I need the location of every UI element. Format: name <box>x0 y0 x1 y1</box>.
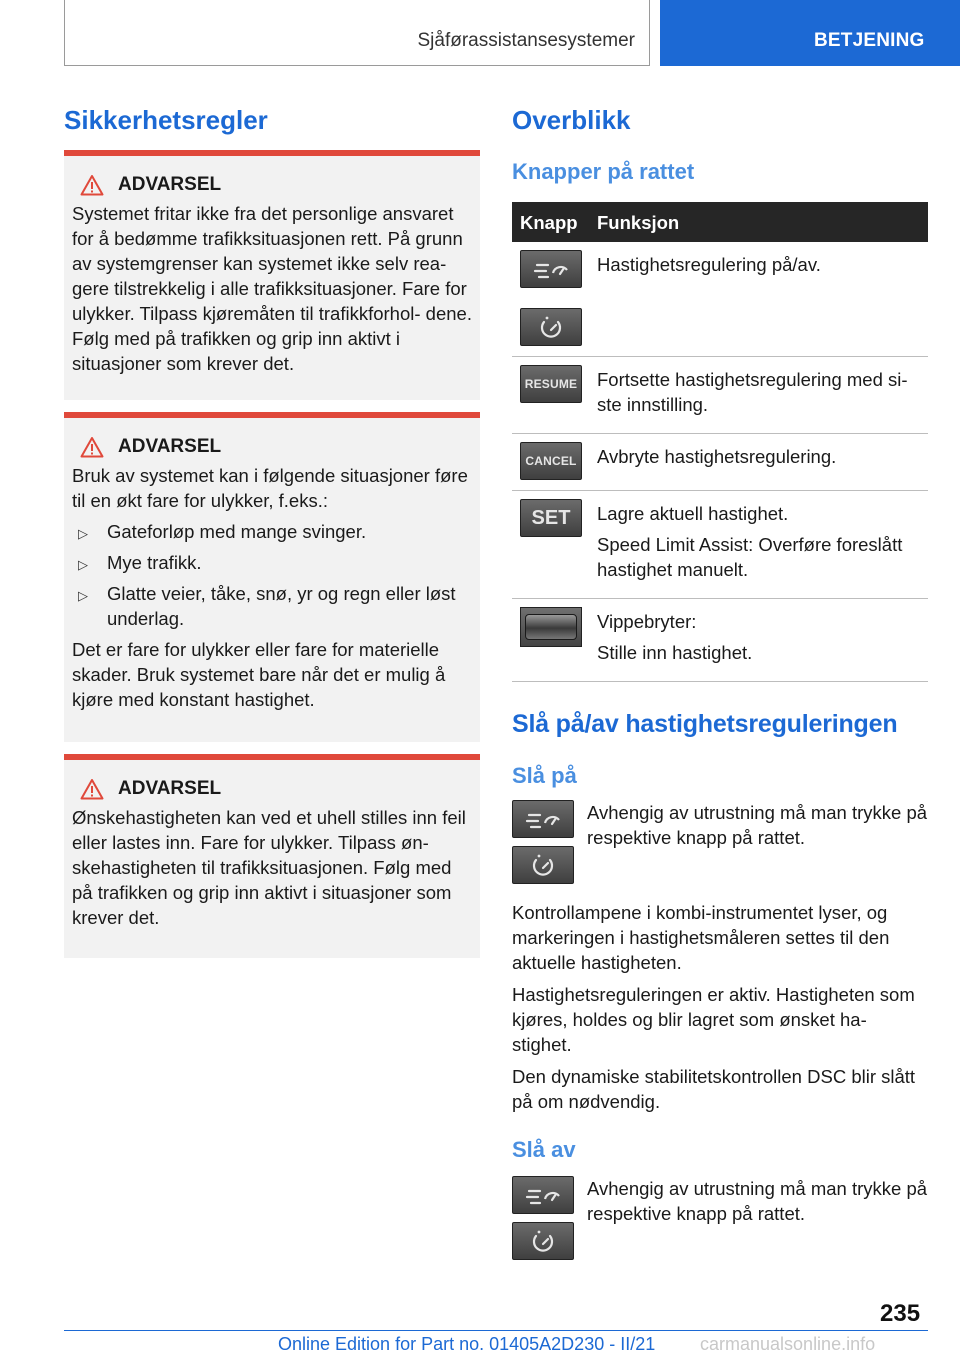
watermark: carmanualsonline.info <box>700 1334 876 1354</box>
table-row <box>512 434 928 491</box>
table-row <box>512 599 928 682</box>
triangle-bullet-icon: ▷ <box>78 588 88 603</box>
header-frame <box>64 0 650 66</box>
function-text: Hastighetsregulering på/av. <box>597 254 821 275</box>
triangle-bullet-icon: ▷ <box>78 557 88 572</box>
limiter-icon <box>528 1228 558 1254</box>
cruise-icon <box>531 257 571 281</box>
switch-on-instruction <box>512 800 928 884</box>
list-item <box>72 581 472 631</box>
body-paragraph: Kontrollampene i kombi-instrumentet lyser, og markeringen i hastighetsmåleren settes til den aktuelle hastigheten. <box>512 902 890 973</box>
steering-buttons-heading: Knapper på rattet <box>512 159 695 184</box>
limiter-icon <box>536 314 566 340</box>
switch-on-off-heading: Slå på/av hastighetsreguleringen <box>512 710 898 738</box>
button-cell <box>512 434 589 491</box>
function-text: Vippebryter: <box>597 611 697 632</box>
limiter-icon <box>528 852 558 878</box>
function-cell <box>589 242 928 357</box>
cancel-button-label: CANCEL <box>525 453 577 468</box>
list-item-text: Mye trafikk. <box>107 552 202 573</box>
set-button-label: SET <box>531 506 571 529</box>
button-cell <box>512 242 589 357</box>
speed-limiter-button <box>512 1222 574 1260</box>
warning-box <box>64 754 480 958</box>
list-item-text: Glatte veier, tåke, snø, yr og regn eller løst underlag. <box>107 583 456 629</box>
right-column <box>512 104 928 1260</box>
speed-limiter-button <box>512 846 574 884</box>
body-paragraph: Den dynamiske stabilitetskontrollen DSC blir slått på om nødvendig. <box>512 1066 916 1112</box>
warning-text: Ønskehastigheten kan ved et uhell stilles inn feil eller lastes inn. Fare for ulykker. Tilpass øn- skehastigheten til trafikksituasjonen. Følg med på trafikken og grip inn aktivt i situasjoner som krever det. <box>72 807 466 928</box>
list-item <box>72 550 472 575</box>
warning-header <box>80 434 472 459</box>
button-cell <box>512 491 589 599</box>
function-text: Fortsette hastighetsregulering med si- ste innstilling. <box>597 369 908 415</box>
warning-header <box>80 172 472 197</box>
warning-icon <box>80 436 104 458</box>
switch-on-heading: Slå på <box>512 763 577 788</box>
button-cell <box>512 357 589 434</box>
list-item-text: Gateforløp med mange svinger. <box>107 521 367 542</box>
warning-box <box>64 412 480 742</box>
switch-off-instruction <box>512 1176 928 1260</box>
instruction-text: Avhengig av utrustning må man trykke på respektive knapp på rattet. <box>587 1178 928 1224</box>
table-row <box>512 491 928 599</box>
cruise-control-button <box>520 250 582 288</box>
instruction-text: Avhengig av utrustning må man trykke på respektive knapp på rattet. <box>587 802 928 848</box>
warning-box <box>64 150 480 400</box>
function-cell <box>589 599 928 682</box>
function-cell <box>589 434 928 491</box>
warning-title: ADVARSEL <box>118 174 222 195</box>
overview-heading: Overblikk <box>512 105 631 135</box>
body-paragraph: Hastighetsreguleringen er aktiv. Hastigheten som kjøres, holdes og blir lagret som ønsket ha- stighet. <box>512 984 915 1055</box>
warning-title: ADVARSEL <box>118 436 222 457</box>
cancel-button <box>520 442 582 480</box>
warning-icon <box>80 778 104 800</box>
warning-outro: Det er fare for ulykker eller fare for materielle skader. Bruk systemet bare når det er mulig å kjøre med konstant hastighet. <box>72 639 446 710</box>
warning-list <box>72 519 472 631</box>
warning-text: Systemet fritar ikke fra det personlige ansvaret for å bedømme trafikksituasjonen rett. På grunn av systemgrenser kan systemet ikke selv rea- gere tilstrekkelig i alle trafikksituasjoner. Fare for ulykker. Tilpass kjøremåten til trafikkforhol- dene. Følg med på trafikken og grip inn aktivt i situasjoner som krever det. <box>72 203 472 374</box>
warning-header <box>80 776 472 801</box>
speed-limiter-button <box>520 308 582 346</box>
section-tab-label: BETJENING <box>814 30 925 51</box>
cruise-control-button <box>512 800 574 838</box>
list-item <box>72 519 472 544</box>
column-header-function: Funksjon <box>589 202 928 242</box>
header-subtitle: Sjåførassistansesystemer <box>417 30 635 51</box>
cruise-control-button <box>512 1176 574 1214</box>
rocker-switch-icon <box>520 607 582 647</box>
cruise-icon <box>523 807 563 831</box>
function-text: Lagre aktuell hastighet. <box>597 503 789 524</box>
page-number: 235 <box>880 1300 921 1327</box>
footer-divider <box>64 1330 928 1331</box>
column-header-button: Knapp <box>512 202 589 242</box>
function-text: Speed Limit Assist: Overføre foreslått hastighet manuelt. <box>597 534 903 580</box>
set-button <box>520 499 582 537</box>
icon-stack <box>512 1176 587 1260</box>
resume-button-label: RESUME <box>524 376 578 391</box>
cruise-icon <box>523 1183 563 1207</box>
edition-text: Online Edition for Part no. 01405A2D230 - II/21 <box>278 1334 656 1354</box>
left-column <box>64 104 480 958</box>
warning-icon <box>80 174 104 196</box>
switch-on-paragraphs <box>512 900 928 1114</box>
icon-stack <box>512 800 587 884</box>
resume-button <box>520 365 582 403</box>
function-cell <box>589 491 928 599</box>
table-row <box>512 242 928 357</box>
table-row <box>512 357 928 434</box>
button-cell <box>512 599 589 682</box>
table-header-row <box>512 202 928 242</box>
safety-heading: Sikkerhetsregler <box>64 105 268 135</box>
function-text: Stille inn hastighet. <box>597 642 753 663</box>
section-tab[interactable] <box>660 0 960 66</box>
switch-off-heading: Slå av <box>512 1137 576 1162</box>
function-cell <box>589 357 928 434</box>
function-text: Avbryte hastighetsregulering. <box>597 446 837 467</box>
warning-title: ADVARSEL <box>118 778 222 799</box>
warning-intro: Bruk av systemet kan i følgende situasjoner føre til en økt fare for ulykker, f.eks.: <box>72 465 468 511</box>
button-table <box>512 202 928 682</box>
triangle-bullet-icon: ▷ <box>78 526 88 541</box>
